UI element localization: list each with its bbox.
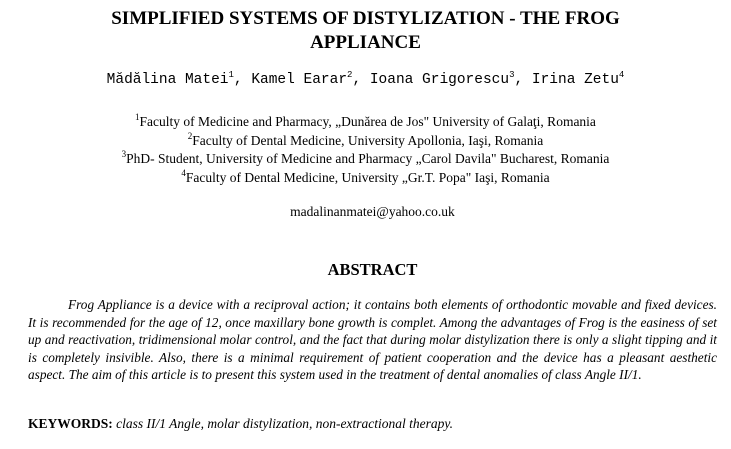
author-separator: , (352, 72, 370, 88)
affiliation-superscript: 1 (135, 112, 140, 122)
affiliation (0, 113, 731, 132)
author-list (0, 70, 731, 90)
affiliation (0, 169, 731, 188)
affiliation-list (0, 113, 731, 187)
author-superscript: 1 (228, 70, 234, 80)
affiliation-text: PhD- Student, University of Medicine and Pharmacy „Carol Davila" Bucharest, Romania (126, 151, 610, 166)
author-name: Mădălina Matei (106, 72, 229, 88)
author-superscript: 2 (347, 70, 353, 80)
affiliation-superscript: 2 (187, 130, 193, 141)
author (370, 72, 532, 88)
abstract-text: Frog Appliance is a device with a reciproval action; it contains both elements of orthodontic movable and fixed devices. It is recommended for the age of 12, once maxillary bone growth is complet. Among the advantages of Frog is the easiness of set up and reactivation, tridimensional molar control, and the fact that during molar distylization there is only a slight tipping and it is completely insivible. Also, there is a minimal requirement of patient cooperation and the device has a pleasant aesthetic aspect. The aim of this article is to present this system used in the treatment of dental anomalies of class Angle II/1. (28, 297, 717, 383)
author-name: Ioana Grigorescu (369, 72, 510, 88)
author-superscript: 3 (509, 70, 515, 80)
author-name: Irina Zetu (531, 72, 619, 88)
contact-email: madalinanmatei@yahoo.co.uk (290, 204, 455, 219)
author-name: Kamel Earar (251, 72, 348, 88)
author (107, 72, 252, 88)
abstract-heading: ABSTRACT (327, 260, 418, 279)
keywords-line (28, 415, 717, 433)
author (532, 72, 624, 88)
affiliation-text: Faculty of Dental Medicine, University „Gr.T. Popa" Iaşi, Romania (185, 169, 550, 185)
affiliation (0, 150, 731, 169)
author-separator: , (233, 72, 252, 88)
author-superscript: 4 (618, 70, 625, 80)
affiliation-superscript: 4 (181, 167, 186, 178)
author-separator: , (514, 72, 532, 88)
keywords-text: class II/1 Angle, molar distylization, non-extractional therapy. (116, 416, 453, 431)
author (251, 72, 370, 88)
paper-title: SIMPLIFIED SYSTEMS OF DISTYLIZATION - THE FROG APPLIANCE (111, 8, 620, 53)
affiliation-superscript: 3 (121, 149, 127, 159)
affiliation-text: Faculty of Dental Medicine, University Apollonia, Iaşi, Romania (192, 132, 544, 148)
affiliation-text: Faculty of Medicine and Pharmacy, „Dunărea de Jos" University of Galaţi, Romania (139, 114, 596, 129)
keywords-label: KEYWORDS: (28, 416, 113, 431)
affiliation (0, 132, 731, 151)
